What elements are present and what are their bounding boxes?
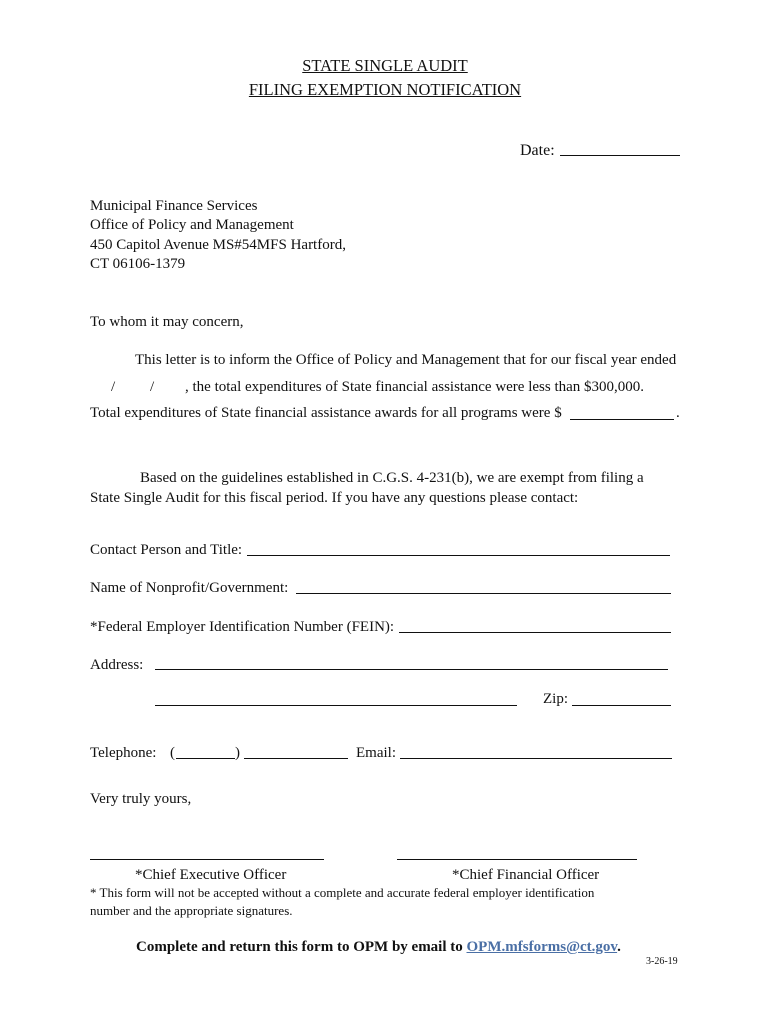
zip-label: Zip: bbox=[543, 691, 568, 707]
email-field[interactable] bbox=[400, 758, 672, 759]
date-label: Date: bbox=[520, 142, 555, 159]
form-title-line2: FILING EXEMPTION NOTIFICATION bbox=[248, 80, 522, 99]
footnote-line2: number and the appropriate signatures. bbox=[90, 903, 293, 918]
form-title-line1: STATE SINGLE AUDIT bbox=[302, 56, 468, 75]
return-instruction bbox=[136, 938, 621, 956]
telephone-label: Telephone: bbox=[90, 745, 157, 761]
paragraph1-line3: Total expenditures of State financial assistance awards for all programs were $ bbox=[90, 405, 562, 421]
paragraph1-period: . bbox=[676, 405, 680, 421]
email-label: Email: bbox=[356, 745, 396, 761]
nonprofit-name-field[interactable] bbox=[296, 593, 671, 594]
recipient-line3: 450 Capitol Avenue MS#54MFS Hartford, bbox=[90, 237, 346, 253]
closing: Very truly yours, bbox=[90, 791, 192, 807]
return-instruction-period: . bbox=[617, 939, 621, 955]
cfo-label: *Chief Financial Officer bbox=[452, 867, 600, 883]
recipient-line2: Office of Policy and Management bbox=[90, 217, 294, 233]
return-instruction-text: Complete and return this form to OPM by email to bbox=[136, 939, 463, 955]
paragraph1-line2: , the total expenditures of State financial assistance were less than $300,000. bbox=[185, 379, 645, 395]
paragraph2-line2: State Single Audit for this fiscal period. If you have any questions please contact: bbox=[90, 490, 579, 506]
address-label: Address: bbox=[90, 657, 144, 673]
paragraph1-line1: This letter is to inform the Office of Policy and Management that for our fiscal year ended bbox=[135, 352, 677, 368]
opm-email-link[interactable]: OPM.mfsforms@ct.gov bbox=[466, 939, 618, 955]
fein-label: *Federal Employer Identification Number (FEIN): bbox=[90, 619, 395, 635]
footnote-line1: * This form will not be accepted without a complete and accurate federal employer identification bbox=[90, 885, 595, 900]
fiscal-date-slash-1: / bbox=[111, 379, 116, 395]
recipient-line1: Municipal Finance Services bbox=[90, 198, 258, 214]
address-line2-field[interactable] bbox=[155, 705, 517, 706]
contact-person-field[interactable] bbox=[247, 555, 670, 556]
cfo-signature-line[interactable] bbox=[397, 859, 637, 860]
salutation: To whom it may concern, bbox=[90, 314, 244, 330]
total-expenditures-field[interactable] bbox=[570, 419, 674, 420]
recipient-line4: CT 06106-1379 bbox=[90, 256, 186, 272]
address-line1-field[interactable] bbox=[155, 669, 668, 670]
zip-field[interactable] bbox=[572, 705, 671, 706]
telephone-field[interactable] bbox=[244, 758, 348, 759]
area-code-field[interactable] bbox=[176, 758, 235, 759]
contact-person-label: Contact Person and Title: bbox=[90, 542, 243, 558]
area-code-open-paren: ( bbox=[170, 745, 175, 761]
nonprofit-name-label: Name of Nonprofit/Government: bbox=[90, 580, 289, 596]
fein-field[interactable] bbox=[399, 632, 671, 633]
ceo-signature-line[interactable] bbox=[90, 859, 324, 860]
ceo-label: *Chief Executive Officer bbox=[135, 867, 287, 883]
revision-date: 3-26-19 bbox=[646, 956, 678, 967]
area-code-close-paren: ) bbox=[235, 745, 240, 761]
date-field[interactable] bbox=[560, 155, 680, 156]
fiscal-date-slash-2: / bbox=[150, 379, 155, 395]
paragraph2-line1: Based on the guidelines established in C.G.S. 4-231(b), we are exempt from filing a bbox=[140, 470, 644, 486]
